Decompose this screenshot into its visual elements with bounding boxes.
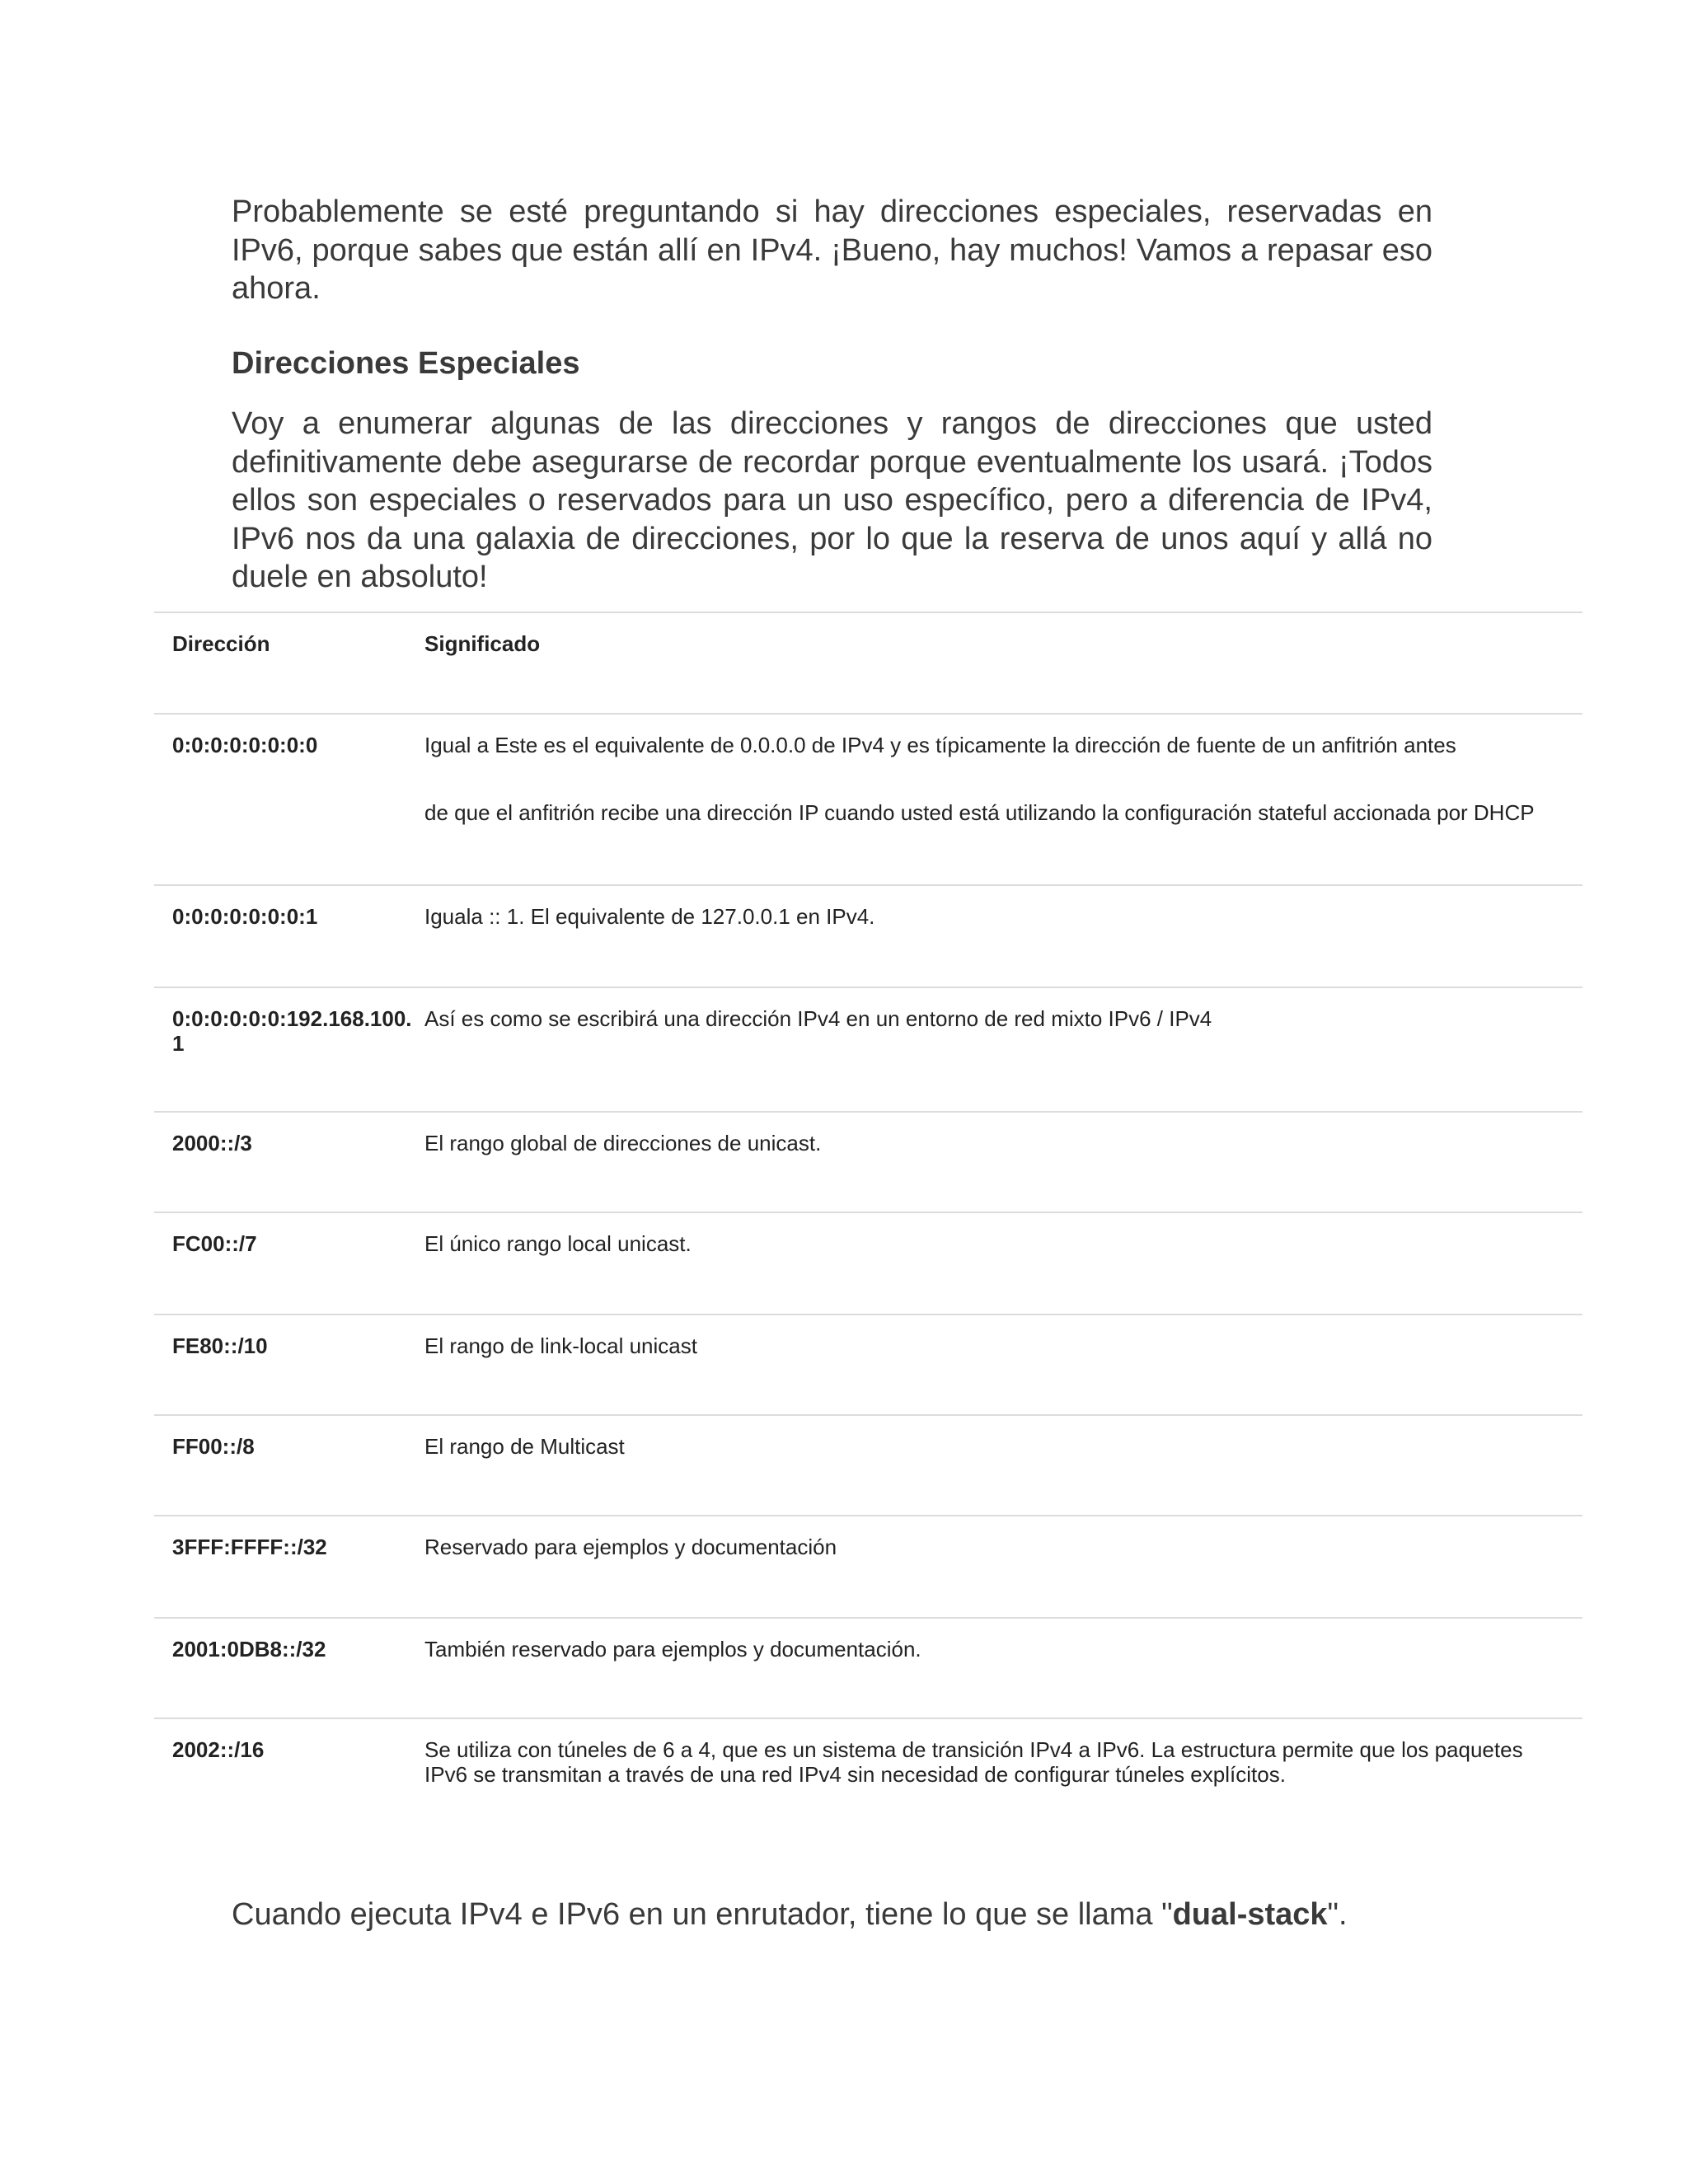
address-cell: 2002::/16 (172, 1737, 265, 1762)
table-row (154, 1416, 1582, 1516)
meaning-cell (424, 715, 1582, 884)
address-cell: 3FFF:FFFF::/32 (172, 1535, 327, 1559)
meaning-cell: El rango global de direcciones de unicast. (424, 1131, 822, 1155)
address-cell: FE80::/10 (172, 1333, 268, 1358)
table-row (154, 1113, 1582, 1213)
header-address: Dirección (172, 631, 270, 656)
meaning-cell: Reservado para ejemplos y documentación (424, 1535, 837, 1559)
meaning-line-1: Igual a Este es el equivalente de 0.0.0.0 de IPv4 y es típicamente la dirección de fuente de un anfitrión antes (424, 733, 1456, 757)
address-cell: FF00::/8 (172, 1434, 255, 1459)
special-addresses-table (154, 612, 1582, 1818)
closing-paragraph (232, 1896, 1348, 1934)
meaning-cell: Iguala :: 1. El equivalente de 127.0.0.1 en IPv4. (424, 904, 875, 929)
meaning-cell: El rango de link-local unicast (424, 1333, 697, 1358)
table-row (154, 886, 1582, 988)
meaning-line-2: de que el anfitrión recibe una dirección IP cuando usted está utilizando la configuración stateful accionada por DHCP (424, 800, 1535, 825)
address-cell: 0:0:0:0:0:0:0:1 (172, 904, 318, 929)
address-cell: FC00::/7 (172, 1231, 257, 1256)
table-row (154, 715, 1582, 886)
address-cell: 2000::/3 (172, 1131, 252, 1155)
meaning-cell: El rango de Multicast (424, 1434, 625, 1459)
section-paragraph: Voy a enumerar algunas de las direcciones y rangos de direcciones que usted definitivamente debe asegurarse de recordar porque eventualmente los usará. ¡Todos ellos son especiales o reservados para un uso específico, pero a diferencia de IPv4, IPv6 nos da una galaxia de direcciones, por lo que la reserva de unos aquí y allá no duele en absoluto! (232, 406, 1432, 594)
table-row (154, 1719, 1582, 1818)
closing-text-before: Cuando ejecuta IPv4 e IPv6 en un enrutador, tiene lo que se llama " (232, 1897, 1173, 1932)
address-cell: 0:0:0:0:0:0:192.168.100.1 (172, 1006, 412, 1056)
section-heading: Direcciones Especiales (232, 346, 580, 381)
intro-paragraph: Probablemente se esté preguntando si hay direcciones especiales, reservadas en IPv6, porque sabes que están allí en IPv4. ¡Bueno, hay muchos! Vamos a repasar eso ahora. (232, 194, 1432, 306)
table-row (154, 1315, 1582, 1416)
meaning-cell: Se utiliza con túneles de 6 a 4, que es un sistema de transición IPv4 a IPv6. La estructura permite que los paquetes IPv6 se transmitan a través de una red IPv4 sin necesidad de configurar túneles explícitos. (424, 1737, 1523, 1787)
dual-stack-term: dual-stack (1172, 1897, 1328, 1932)
table-row (154, 988, 1582, 1113)
table-row (154, 1516, 1582, 1619)
header-meaning: Significado (424, 631, 541, 656)
table-row (154, 1619, 1582, 1719)
address-cell: 0:0:0:0:0:0:0:0 (172, 733, 318, 757)
meaning-cell: Así es como se escribirá una dirección IPv4 en un entorno de red mixto IPv6 / IPv4 (424, 1006, 1212, 1031)
closing-text-after: ". (1327, 1897, 1348, 1932)
meaning-cell: El único rango local unicast. (424, 1231, 692, 1256)
meaning-cell: También reservado para ejemplos y documentación. (424, 1637, 921, 1661)
table-header-row (154, 613, 1582, 715)
address-cell: 2001:0DB8::/32 (172, 1637, 326, 1661)
table-row (154, 1213, 1582, 1315)
